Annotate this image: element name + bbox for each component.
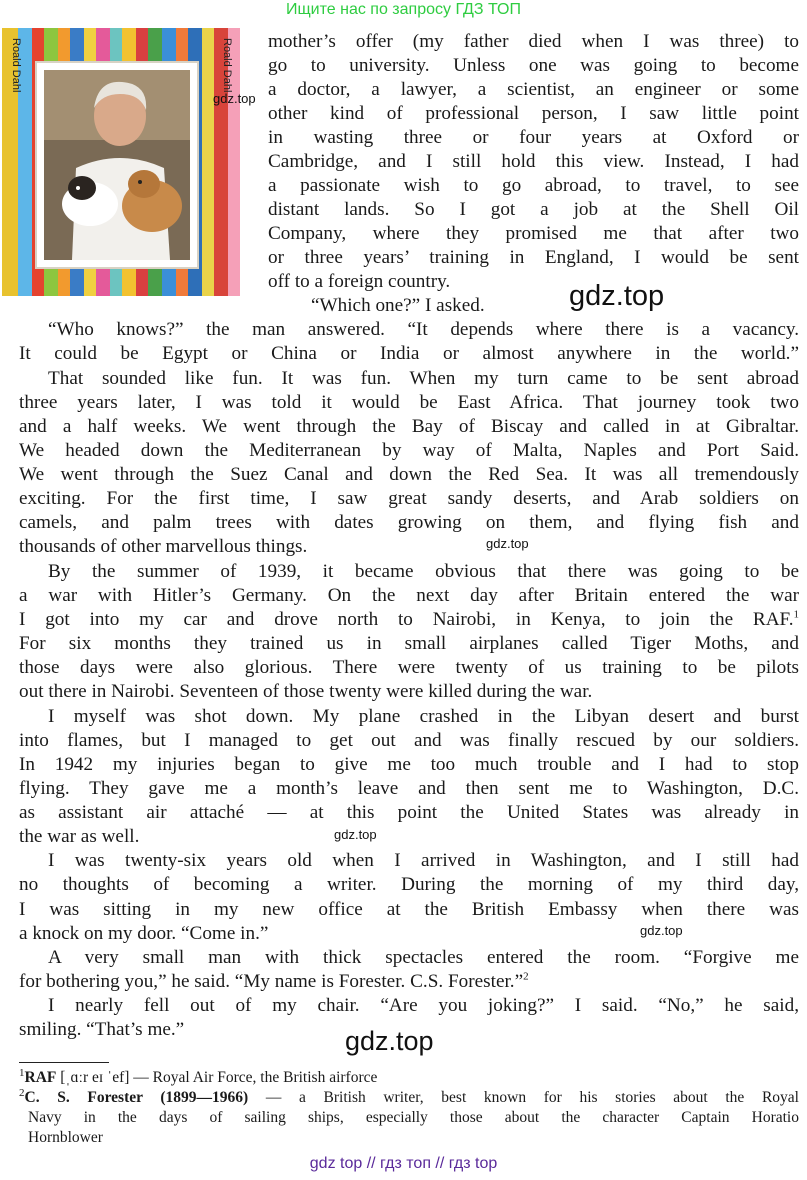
watermark: gdz.top: [213, 91, 256, 106]
text-line-body: I got into my car and drove north to Nairobi, in Kenya, to join the RAF.: [19, 609, 794, 630]
text-line: A very small man with thick spectacles entered the room. “Forgive me: [48, 947, 799, 968]
text-line: off to a foreign country.: [268, 271, 451, 292]
text-line: I myself was shot down. My plane crashed in the Libyan desert and burst: [48, 706, 799, 727]
text-line: Cambridge, and I still hold this view. Instead, I had: [268, 151, 799, 172]
footnote-ref: 2: [523, 970, 529, 983]
book-spine-text: Roald Dahl: [10, 38, 22, 93]
text-line: other kind of professional person, I saw little point: [268, 103, 799, 124]
text-line: “Which one?” I asked.: [311, 295, 485, 316]
watermark: gdz.top: [345, 1026, 434, 1056]
text-line: a war with Hitler’s Germany. On the next day after Britain entered the war: [19, 585, 799, 606]
text-line: a knock on my door. “Come in.”: [19, 923, 269, 944]
footnote-ref: 1: [793, 608, 799, 621]
text-line: as assistant air attaché — at this point the United States was already in: [19, 802, 799, 823]
text-line: distant lands. So I got a job at the Shell Oil: [268, 199, 799, 220]
text-line: It could be Egypt or China or India or almost anywhere in the world.”: [19, 343, 799, 364]
text-line: go to university. Unless one was going to become: [268, 55, 799, 76]
footnote-marker: 1: [19, 1066, 25, 1079]
footnote-1: [19, 1068, 799, 1088]
text-line: For six months they trained us in small airplanes called Tiger Moths, and: [19, 633, 799, 654]
text-line: the war as well.: [19, 826, 140, 847]
footnote-text: — a British writer, best known for his stories about the Royal: [248, 1089, 799, 1106]
text-line: no thoughts of becoming a writer. During the morning of my third day,: [19, 874, 799, 895]
footnote-2: [19, 1088, 799, 1108]
footnote-2-line: Hornblower: [28, 1129, 103, 1146]
text-line: out there in Nairobi. Seventeen of those twenty were killed during the war.: [19, 681, 593, 702]
text-line: thousands of other marvellous things.: [19, 536, 308, 557]
text-line: in wasting three or four years at Oxford or: [268, 127, 799, 148]
text-line: I was twenty-six years old when I arrived in Washington, and I still had: [48, 850, 799, 871]
text-line: By the summer of 1939, it became obvious that there was going to be: [48, 561, 799, 582]
watermark: gdz.top: [334, 827, 377, 842]
footnote-term: RAF: [24, 1069, 57, 1086]
text-line: and a half weeks. We went through the Bay of Biscay and called in at Gibraltar.: [19, 416, 799, 437]
text-line: three years later, I was told it would be East Africa. That journey took two: [19, 392, 799, 413]
text-line: I was sitting in my new office at the British Embassy when there was: [19, 899, 799, 920]
header-banner[interactable]: Ищите нас по запросу ГДЗ ТОП: [286, 1, 521, 18]
footnote-divider: [19, 1062, 109, 1063]
watermark: gdz.top: [640, 923, 683, 938]
text-line: flying. They gave me a month’s leave and then sent me to Washington, D.C.: [19, 778, 799, 799]
footnote-text: [ˌɑːr eɪ ˈef] — Royal Air Force, the British airforce: [56, 1069, 378, 1086]
text-line: [19, 970, 799, 994]
watermark: gdz.top: [569, 280, 665, 312]
footnote-2-line: Navy in the days of sailing ships, especially those about the character Captain Horatio: [28, 1109, 799, 1126]
text-line: or three years’ training in England, I would be sent: [268, 247, 799, 268]
footnote-term: C. S. Forester (1899—1966): [24, 1089, 249, 1106]
text-line: camels, and palm trees with dates growing on them, and flying fish and: [19, 512, 799, 533]
text-line: We went through the Suez Canal and down the Red Sea. It was all tremendously: [19, 464, 799, 485]
text-line: a passionate wish to go abroad, to travel, to see: [268, 175, 799, 196]
book-spine-text-right: Roald Dahl: [221, 38, 233, 93]
text-line: In 1942 my injuries began to give me too much trouble and I had to stop: [19, 754, 799, 775]
text-line: [19, 608, 799, 632]
text-line: a doctor, a lawyer, a scientist, an engineer or some: [268, 79, 799, 100]
text-line: into flames, but I managed to get out and was finally rescued by our soldiers.: [19, 730, 799, 751]
text-line: “Who knows?” the man answered. “It depends where there is a vacancy.: [48, 319, 799, 340]
watermark: gdz.top: [486, 536, 529, 551]
text-line: Company, where they promised me that after two: [268, 223, 799, 244]
text-line: exciting. For the first time, I saw great sandy deserts, and Arab soldiers on: [19, 488, 799, 509]
footnote-marker: 2: [19, 1086, 25, 1099]
text-line: those days were also glorious. There were twenty of us training to be pilots: [19, 657, 799, 678]
text-line: mother’s offer (my father died when I was three) to: [268, 31, 799, 52]
text-line: smiling. “That’s me.”: [19, 1019, 185, 1040]
text-line: That sounded like fun. It was fun. When my turn came to be sent abroad: [48, 368, 799, 389]
author-with-dogs-photo-icon: [2, 28, 240, 296]
text-line-body: for bothering you,” he said. “My name is Forester. C.S. Forester.”: [19, 971, 524, 992]
text-line: We headed down the Mediterranean by way of Malta, Naples and Port Said.: [19, 440, 799, 461]
author-photo: [2, 28, 240, 296]
footer-banner[interactable]: gdz top // гдз топ // гдз top: [309, 1155, 498, 1172]
text-line: I nearly fell out of my chair. “Are you joking?” I said. “No,” he said,: [48, 995, 799, 1016]
